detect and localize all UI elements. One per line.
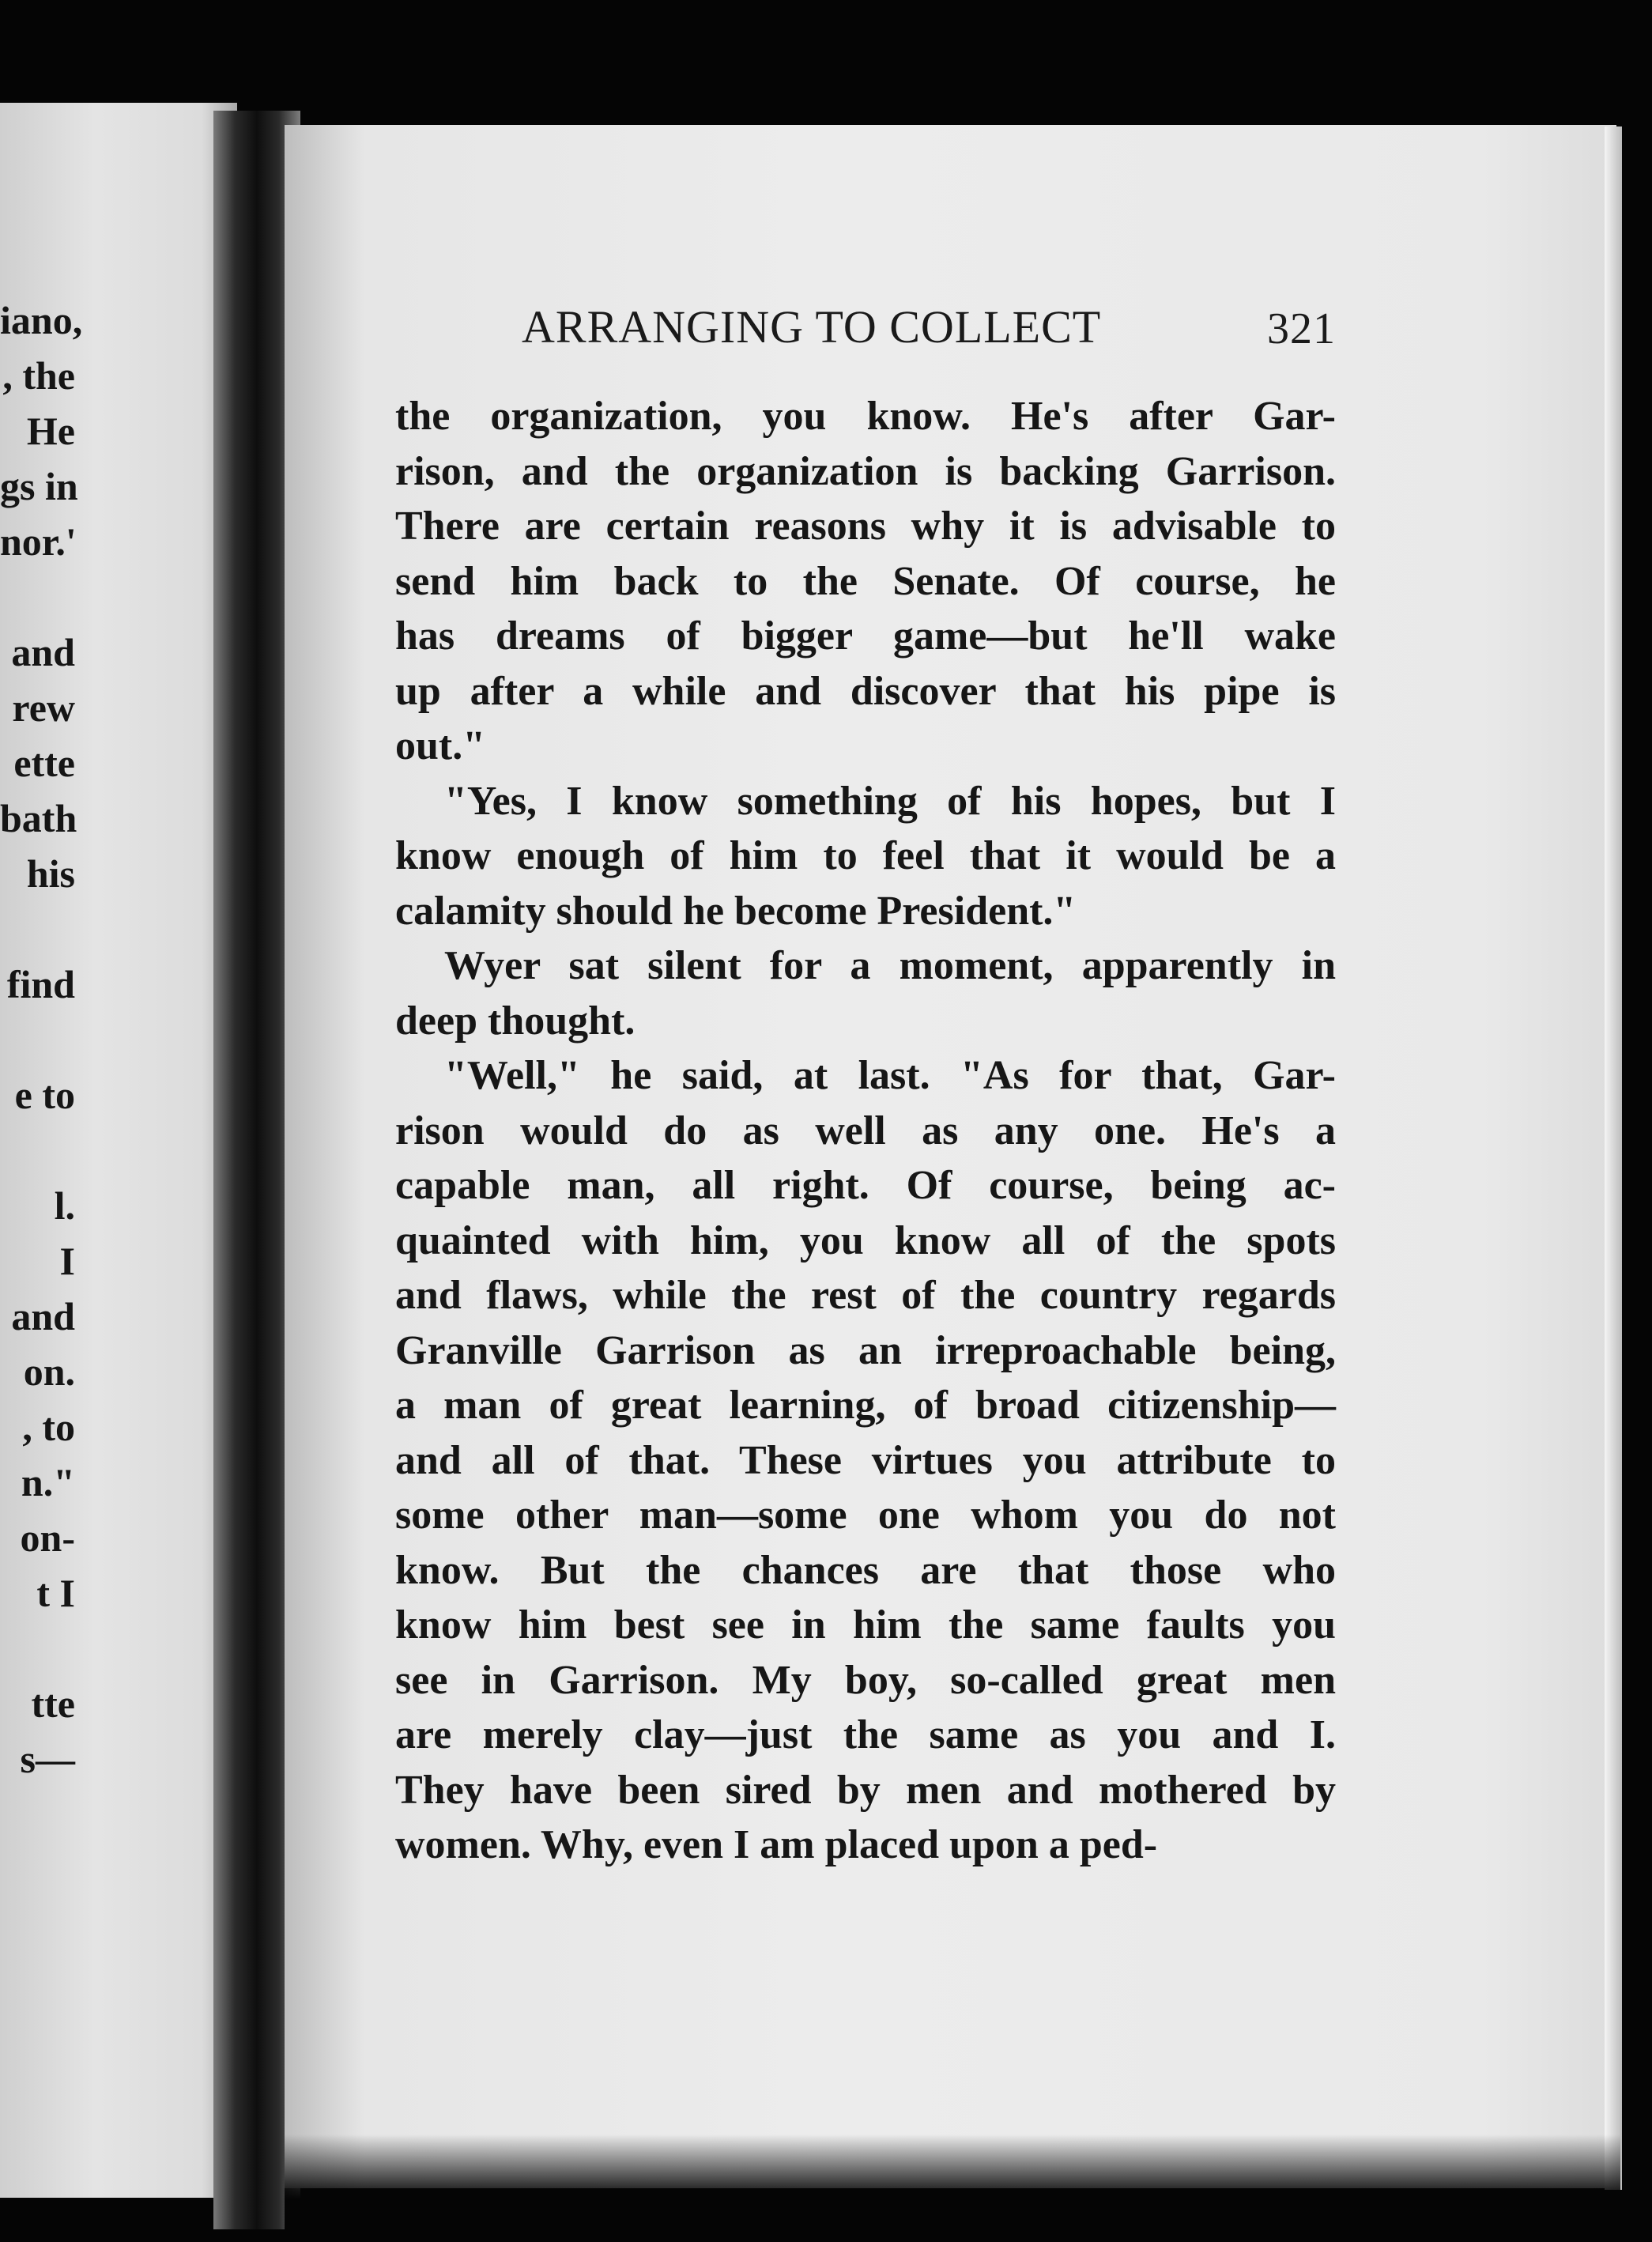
previous-page-line-fragment: on. (23, 1349, 75, 1394)
previous-page-line-fragment: iano, (0, 298, 83, 342)
previous-page-line-fragment: n." (21, 1460, 75, 1504)
previous-page-line-fragment: rew (12, 685, 75, 730)
previous-page-line-fragment: bath (0, 796, 77, 840)
previous-page-line-fragment: s— (20, 1737, 75, 1781)
text-line: up after a while and discover that his pipe is (395, 668, 1336, 714)
text-line: and flaws, while the rest of the country regards (395, 1273, 1336, 1318)
text-line: calamity should he become President." (395, 888, 1077, 934)
text-line: "Yes, I know something of his hopes, but I (444, 778, 1336, 824)
previous-page-line-fragment: his (26, 851, 75, 896)
running-head-title: ARRANGING TO COLLECT (522, 301, 1102, 353)
previous-page-line-fragment (0, 569, 237, 625)
previous-page-line-fragment (0, 1123, 237, 1178)
text-line: some other man—some one whom you do not (395, 1493, 1336, 1538)
text-line: They have been sired by men and mothered by (395, 1767, 1336, 1813)
previous-page-line-fragment: and (11, 630, 75, 674)
previous-page-line-fragment: find (6, 962, 75, 1006)
previous-page-line-fragment: e to (14, 1073, 75, 1117)
text-line: deep thought. (395, 998, 636, 1044)
previous-page-line-fragment: I (59, 1239, 75, 1283)
page-number: 321 (1267, 304, 1336, 353)
text-line: rison, and the organization is backing Garrison. (395, 448, 1336, 494)
text-line: know him best see in him the same faults you (395, 1602, 1336, 1648)
previous-page-line-fragment: nor.' (0, 519, 77, 564)
text-line: are merely clay—just the same as you and I. (395, 1712, 1336, 1757)
running-head (522, 300, 1336, 356)
previous-page-line-fragment: , the (2, 353, 75, 398)
text-line: has dreams of bigger game—but he'll wake (395, 613, 1336, 659)
page-edge (1605, 126, 1622, 2190)
text-line: know. But the chances are that those who (395, 1547, 1336, 1593)
previous-page-line-fragment: tte (31, 1682, 75, 1726)
text-line: the organization, you know. He's after Gar- (395, 394, 1336, 439)
previous-page-line-fragment (0, 1012, 237, 1067)
text-line: see in Garrison. My boy, so-called great men (395, 1657, 1336, 1703)
previous-page-line-fragment: ette (13, 741, 75, 785)
text-line: rison would do as well as any one. He's a (395, 1108, 1336, 1153)
text-line: send him back to the Senate. Of course, he (395, 558, 1336, 604)
text-line: quainted with him, you know all of the spots (395, 1217, 1336, 1263)
text-line: a man of great learning, of broad citizenship— (395, 1383, 1336, 1428)
previous-page-line-fragment: t I (36, 1571, 75, 1615)
previous-page-line-fragment: gs in (0, 464, 78, 508)
previous-page-line-fragment (0, 901, 237, 957)
text-line: capable man, all right. Of course, being ac- (395, 1163, 1336, 1208)
bottom-shadow (285, 2134, 1620, 2242)
text-line: Wyer sat silent for a moment, apparently in (444, 943, 1336, 988)
text-line: Granville Garrison as an irreproachable being, (395, 1327, 1336, 1373)
previous-page-line-fragment: l. (54, 1183, 75, 1228)
text-line: There are certain reasons why it is advisable to (395, 504, 1336, 549)
previous-page-line-fragment: He (26, 409, 75, 453)
text-line: and all of that. These virtues you attribute to (395, 1437, 1336, 1483)
previous-page-line-fragment: on- (20, 1515, 75, 1560)
text-line: women. Why, even I am placed upon a ped- (395, 1822, 1158, 1867)
text-line: "Well," he said, at last. "As for that, Gar- (444, 1053, 1336, 1098)
page-body-text (395, 389, 1336, 1873)
previous-page-line-fragment: and (11, 1294, 75, 1338)
previous-page-line-fragment: , to (22, 1405, 75, 1449)
previous-page-text (0, 293, 237, 1787)
text-line: out." (395, 723, 486, 768)
text-line: know enough of him to feel that it would be a (395, 833, 1336, 878)
previous-page-line-fragment (0, 1621, 237, 1676)
